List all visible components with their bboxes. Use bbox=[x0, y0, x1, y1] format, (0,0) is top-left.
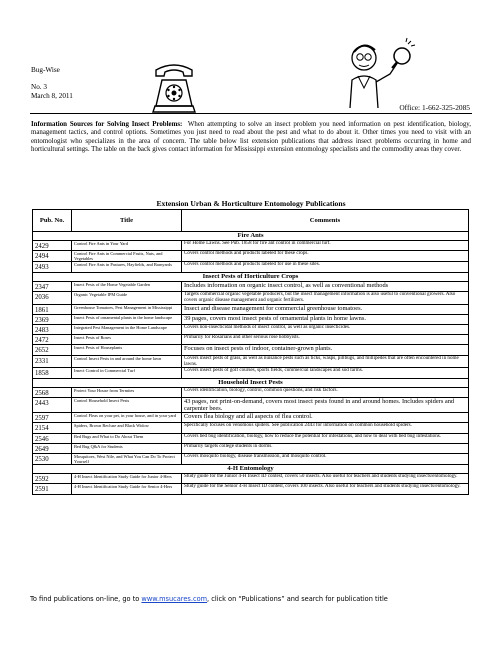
publication-title: 4-H Insect Identification Study Guide for Junior 4-Hers bbox=[72, 474, 182, 484]
pub-number: 2472 bbox=[33, 335, 72, 345]
publication-comment: Targets commercial organic vegetable producers, but the insect management information is also useful to conventional growers. Also covers organic disease management and organic fertilizers. bbox=[182, 291, 469, 304]
pub-number: 2591 bbox=[33, 484, 72, 494]
pub-number: 2483 bbox=[33, 325, 72, 335]
publication-comment: Covers identification, biology, control, common questions, and risk factors. bbox=[182, 387, 469, 397]
publication-title: Organic Vegetable IPM Guide bbox=[72, 291, 182, 304]
publication-comment: Covers insect pests of grass, as well as nuisance pests such as ticks, wasps, pillbugs, and millipedes that are often encountered in home lawns. bbox=[182, 355, 469, 368]
header-left bbox=[31, 66, 73, 100]
entomologist-cartoon bbox=[328, 36, 418, 108]
publication-comment: 43 pages, not print-on-demand, covers most insect pests found in and around homes. Includes spiders and carpenter bees. bbox=[182, 397, 469, 412]
table-row bbox=[33, 423, 469, 433]
table-row bbox=[33, 291, 469, 304]
table-title: Extension Urban & Horticulture Entomology Publications bbox=[156, 199, 346, 208]
table-row bbox=[33, 281, 469, 291]
pub-number: 2331 bbox=[33, 355, 72, 368]
publication-title: Protect Your House from Termites bbox=[72, 387, 182, 397]
publication-comment: For Home Lawns. See Pub. 1858 for fire ant control in commercial turf. bbox=[182, 241, 469, 251]
publication-comment: Covers mosquito biology, disease transmission, and mosquito control. bbox=[182, 454, 469, 465]
publication-comment: Focuses on insect pests of indoor, container-grown plants. bbox=[182, 345, 469, 355]
publication-title: Control Fire Ants in Commercial Fruits, Nuts, and Vegetables bbox=[72, 251, 182, 262]
publication-comment: Covers control methods and products labeled for use in these sites. bbox=[182, 262, 469, 272]
newsletter-name: Bug-Wise bbox=[31, 66, 60, 74]
table-body bbox=[33, 232, 469, 495]
msucares-link[interactable]: www.msucares.com bbox=[141, 595, 208, 603]
section-heading: Household Insect Pests bbox=[33, 378, 469, 387]
table-row bbox=[33, 345, 469, 355]
publication-title: Integrated Pest Management in the Home Landscape bbox=[72, 325, 182, 335]
pub-number: 2652 bbox=[33, 345, 72, 355]
publication-comment: Covers insect pests of golf courses, sports fields, commercial landscapes and sod farms. bbox=[182, 368, 469, 378]
issue-number: No. 3 bbox=[31, 83, 47, 92]
publications-table bbox=[32, 209, 469, 495]
section-row bbox=[33, 378, 469, 387]
pub-number: 2530 bbox=[33, 454, 72, 465]
pub-number: 2429 bbox=[33, 241, 72, 251]
table-row bbox=[33, 262, 469, 272]
publication-comment: Covers bed bug identification, biology, how to reduce the potential for infestations, and how to deal with bed bug infestations. bbox=[182, 433, 469, 443]
intro-heading: Information Sources for Solving Insect Problems: bbox=[31, 121, 183, 128]
section-row bbox=[33, 272, 469, 281]
publication-title: Insect Pests of the Home Vegetable Garden bbox=[72, 281, 182, 291]
pub-number: 2597 bbox=[33, 413, 72, 423]
column-header-title: Title bbox=[72, 210, 182, 232]
publication-title: Insect Pests of Roses bbox=[72, 335, 182, 345]
pub-number: 2443 bbox=[33, 397, 72, 412]
section-heading: Fire Ants bbox=[33, 232, 469, 241]
pub-number: 2154 bbox=[33, 423, 72, 433]
publication-title: Greenhouse Tomatoes, Pest Management in Mississippi bbox=[72, 304, 182, 314]
table-row bbox=[33, 443, 469, 453]
publication-comment: Covers non-insecticidal methods of insect control, as well as organic insecticides. bbox=[182, 325, 469, 335]
publication-comment: Covers flea biology and all aspects of flea control. bbox=[182, 413, 469, 423]
pub-number: 2369 bbox=[33, 314, 72, 324]
publication-comment: Primarily for Rosarians and other serious rose hobbyists. bbox=[182, 335, 469, 345]
section-heading: Insect Pests of Horticulture Crops bbox=[33, 272, 469, 281]
pub-number: 2568 bbox=[33, 387, 72, 397]
publication-comment: Insect and disease management for commercial greenhouse tomatoes. bbox=[182, 304, 469, 314]
pub-number: 2347 bbox=[33, 281, 72, 291]
table-row bbox=[33, 304, 469, 314]
pub-number: 2546 bbox=[33, 433, 72, 443]
publication-title: Control Household Insect Pests bbox=[72, 397, 182, 412]
table-row bbox=[33, 368, 469, 378]
publication-title: Control Insect Pests in and around the home lawn bbox=[72, 355, 182, 368]
publication-title: Control Fleas on your pet, in your house, and in your yard bbox=[72, 413, 182, 423]
pub-number: 1861 bbox=[33, 304, 72, 314]
pub-number: 1858 bbox=[33, 368, 72, 378]
section-heading: 4-H Entomology bbox=[33, 465, 469, 474]
intro-body: When attempting to solve an insect problem you need information on pest identification, biology, management tactics, and control options. Sometimes you just need to read about the pest and what to do about it. Other times you need to visit with an entomologist who specializes in the area of concern. The table below list extension publications that address insect problems occurring in home and horticultural settings. The table on the back gives contact information for Mississippi extension entomology specialists and the commodity areas they cover. bbox=[31, 121, 471, 154]
publication-title: Insect Pests of ornamental plants in the home landscape bbox=[72, 314, 182, 324]
pub-number: 2592 bbox=[33, 474, 72, 484]
header-rule bbox=[30, 113, 472, 114]
publication-title: Control Fire Ants in Pastures, Hayfields, and Barnyards bbox=[72, 262, 182, 272]
publication-title: Insect Control in Commercial Turf bbox=[72, 368, 182, 378]
publication-title: Mosquitoes, West Nile, and What You Can Do To Protect Yourself bbox=[72, 454, 182, 465]
publication-title: Insect Pests of Houseplants bbox=[72, 345, 182, 355]
publication-title: Bed Bugs and What to Do About Them bbox=[72, 433, 182, 443]
footer-note bbox=[30, 595, 388, 603]
publication-title: Bed Bug Q&A for Students bbox=[72, 443, 182, 453]
publication-title: Spiders, Brown Recluse and Black Widow bbox=[72, 423, 182, 433]
footer-text-before: To find publications on-line, go to bbox=[30, 595, 142, 603]
table-row bbox=[33, 335, 469, 345]
publication-title: 4-H Insect Identification Study Guide for Senior 4-Hers bbox=[72, 484, 182, 494]
publication-comment: Includes information on organic insect control, as well as conventional methods bbox=[182, 281, 469, 291]
pub-number: 2036 bbox=[33, 291, 72, 304]
intro-paragraph bbox=[31, 121, 471, 155]
table-row bbox=[33, 484, 469, 494]
footer-text-after: , click on “Publications” and search for publication title bbox=[207, 595, 388, 603]
table-row bbox=[33, 314, 469, 324]
publication-comment: Study guide for the Junior 4-H Insect ID contest, covers 50 insects. Also useful for teachers and students studying insects/entomology. bbox=[182, 474, 469, 484]
column-header-comments: Comments bbox=[182, 210, 469, 232]
office-phone: Office: 1-662-325-2085 bbox=[399, 103, 470, 112]
issue-date: March 8, 2011 bbox=[31, 91, 73, 100]
pub-number: 2649 bbox=[33, 443, 72, 453]
table-row bbox=[33, 433, 469, 443]
publication-title: Control Fire Ants in Your Yard bbox=[72, 241, 182, 251]
table-row bbox=[33, 387, 469, 397]
table-row bbox=[33, 397, 469, 412]
publication-comment: Covers control methods and products labeled for these crops. bbox=[182, 251, 469, 262]
table-row bbox=[33, 454, 469, 465]
telephone-icon bbox=[150, 62, 198, 118]
pub-number: 2494 bbox=[33, 251, 72, 262]
publication-comment: Study guide for the Senior 4-H Insect ID contest, covers 100 insects. Also useful for teachers and students studying insects/entomology. bbox=[182, 484, 469, 494]
publication-comment: Specifically focuses on venomous spiders. See publication 2443 for information on common household spiders. bbox=[182, 423, 469, 433]
pub-number: 2493 bbox=[33, 262, 72, 272]
column-header-pub: Pub. No. bbox=[33, 210, 72, 232]
publication-comment: 39 pages, covers most insect pests of ornamental plants in home lawns. bbox=[182, 314, 469, 324]
publication-comment: Primarily targets college students in dorms. bbox=[182, 443, 469, 453]
